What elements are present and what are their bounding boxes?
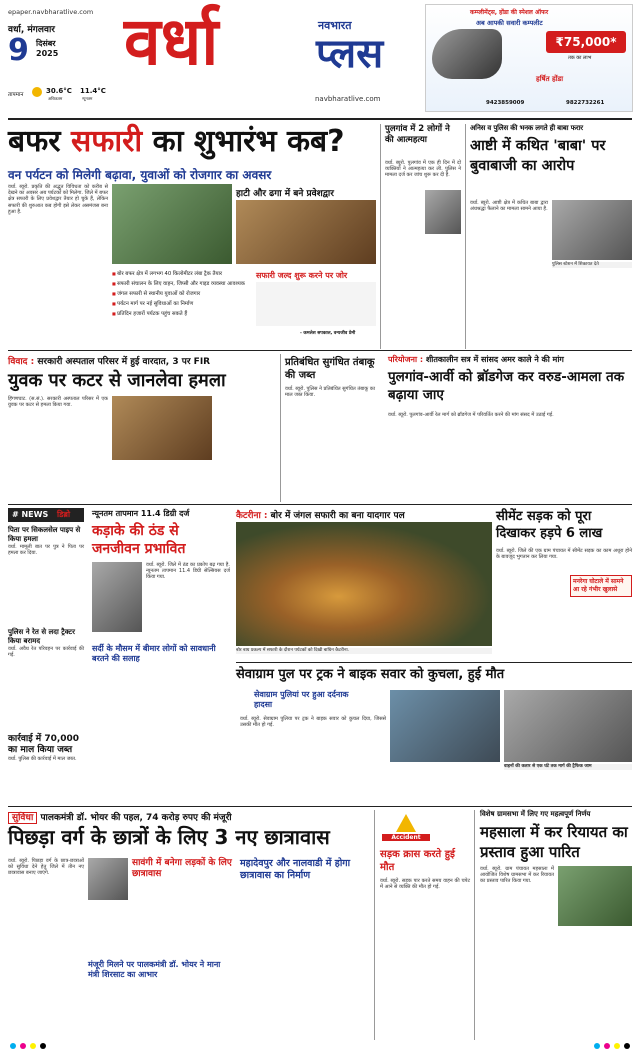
suvidha-sub2: मंजूरी मिलने पर पालकमंत्री डॉ. भोयर ने माना मंत्री शिरसाट का आभार	[88, 960, 221, 979]
ad-sub: अब आपकी सवारी कम्पलीट	[476, 19, 543, 27]
news-item-title: कार्रवाई में 70,000 का माल किया जब्त	[8, 734, 80, 755]
registration-mark	[30, 1043, 36, 1049]
registration-mark	[604, 1043, 610, 1049]
pulgaon-suicide-body: वर्धा. ब्यूरो. पुलगांव में एक ही दिन में दो व्यक्तियों ने आत्महत्या कर ली. पुलिस ने मामला दर्ज कर जांच शुरू कर दी है.	[385, 160, 461, 179]
accident-badge: Accident	[382, 834, 430, 841]
masthead	[0, 0, 640, 120]
viwad-body-cont	[112, 464, 212, 498]
viwad-label: विवाद :	[8, 357, 35, 367]
lead-bullet: ■ पर्यटन मार्ग पर नई सुविधाओं का निर्माण	[112, 300, 252, 308]
sevagram-photo-title: सेवाग्राम पुलियां पर हुआ दर्दनाक हादसा	[254, 690, 349, 709]
suvidha-kicker: पालकमंत्री डॉ. भोयर की पहल, 74 करोड़ रुपए की मंजूरी	[40, 813, 232, 823]
suvidha-body-cont3	[240, 896, 370, 1038]
temp-max-label: अधिकतम	[48, 96, 63, 101]
col-divider	[380, 124, 381, 349]
scooter-image	[432, 29, 502, 79]
col-divider	[374, 810, 375, 1040]
ad-price	[546, 31, 626, 53]
mahsala-body-cont	[558, 932, 632, 1038]
lead-title-a: बफर	[8, 124, 71, 159]
lead-bullet: ■ सफारी संचालन के लिए वाहन, जिप्सी और गाइड व्यवस्था आवश्यक	[112, 280, 252, 288]
accident-title: सड़क क्रास करते हुई मौत	[380, 849, 455, 873]
news-item	[8, 628, 84, 716]
suicide-photo	[425, 190, 461, 234]
minister-photo	[88, 858, 128, 900]
cement-quote: मनरेगा घोटाले में सामने आ रहे गंभीर खुलासे	[570, 575, 632, 597]
sevagram-caption: वाहनों की कतार से एक घंटे तक मार्ग की ट्रैफिक जाम	[504, 764, 632, 770]
lead-quote-author: - कमलेश सपकाल, वन्यजीव प्रेमी	[300, 331, 356, 336]
epaper-url[interactable]: epaper.navbharatlive.com	[8, 8, 94, 16]
suvidha-title: पिछड़ा वर्ग के छात्रों के लिए 3 नए छात्रावास	[8, 825, 330, 849]
accident-warning-icon	[396, 814, 416, 832]
cement-body: वर्धा. ब्यूरो. जिले की एक ग्राम पंचायत में सीमेंट सड़क का काम अधूरा होने के बावजूद भुगतान कर लिया गया.	[496, 548, 632, 561]
suvidha-body: वर्धा. ब्यूरो. पिछड़ा वर्ग के छात्र-छात्राओं को सुविधा देने हेतु जिले में तीन नए छात्रावास बनाए जाएंगे.	[8, 858, 84, 877]
pariyojana-title: पुलगांव-आर्वी को ब्रॉडगेज कर वरुड-आमला तक बढ़ाया जाए	[388, 369, 625, 403]
banned-title: प्रतिबंधित सुगंधित तंबाकू की जब्त	[285, 357, 375, 381]
masthead-rule	[8, 118, 632, 120]
sun-icon	[32, 87, 42, 97]
suvidha-body-cont	[88, 906, 234, 956]
date-number: 9	[8, 33, 29, 68]
section-rule	[236, 662, 632, 663]
ad-headline: कम्प्लीमेंट्स, होंडा की स्पेशल ऑफर	[470, 9, 549, 16]
col-divider	[474, 810, 475, 1040]
registration-mark	[40, 1043, 46, 1049]
news-item-title: पिता पर सिकलसेल पाइप से किया हमला	[8, 526, 81, 543]
lead-body-cont	[112, 312, 252, 342]
viwad-photo	[112, 396, 212, 460]
weather-label: तापमान	[8, 92, 24, 98]
lead-quote-text	[256, 282, 376, 326]
section-rule	[8, 350, 632, 351]
sevagram-body: वर्धा. ब्यूरो. सेवाग्राम पुलिया पर ट्रक ने बाइक सवार को कुचल दिया, जिससे उसकी मौत हो गई.	[240, 716, 386, 729]
sevagram-photo	[390, 690, 500, 762]
temp-max: 30.6°C	[46, 87, 72, 95]
section-rule	[8, 806, 632, 807]
news-item-body: वर्धा. मामूली बात पर पुत्र ने पिता पर हमला कर दिया.	[8, 544, 84, 557]
cold-photo	[92, 562, 142, 632]
mahsala-body: वर्धा. ब्यूरो. ग्राम पंचायत महसाला में आयोजित विशेष ग्रामसभा में कर रियायत का प्रस्ताव पारित किया गया.	[480, 866, 554, 885]
forest-gate-photo	[112, 184, 232, 264]
ad-phone2: 9822732261	[566, 100, 605, 106]
suvidha-label: सुविधा	[8, 812, 37, 824]
lead-title-b: सफारी	[70, 124, 143, 159]
news-tag-2: डिब्रो	[57, 510, 71, 519]
entry-gate-photo	[236, 200, 376, 264]
news-item	[8, 734, 84, 816]
ad-price-value: ₹75,000*	[555, 35, 617, 49]
registration-mark	[10, 1043, 16, 1049]
ashti-body: वर्धा. ब्यूरो. आष्टी क्षेत्र में कथित बाबा द्वारा अंधश्रद्धा फैलाने का मामला सामने आया है.	[470, 200, 548, 213]
date-month: दिसंबर	[36, 39, 56, 48]
news-tag-label: # NEWS	[12, 510, 49, 519]
news-item-body: वर्धा. अवैध रेत परिवहन पर कार्रवाई की गई.	[8, 646, 84, 659]
registration-mark	[614, 1043, 620, 1049]
pariyojana-label: परियोजना :	[388, 355, 424, 364]
sevagram-body-cont	[390, 770, 500, 800]
cold-title: कड़ाके की ठंड से जनजीवन प्रभावित	[92, 523, 186, 557]
temp-min: 11.4°C	[80, 87, 106, 95]
pulgaon-suicide-title: पुलगांव में 2 लोगों ने की आत्महत्या	[385, 124, 450, 145]
lead-quote-head: सफारी जल्द शुरू करने पर जोर	[256, 271, 348, 280]
katrina-head	[236, 508, 405, 521]
katrina-title: बोर में जंगल सफारी का बना यादगार पल	[270, 511, 405, 521]
registration-mark	[20, 1043, 26, 1049]
ad-price-note: तक का लाभ	[568, 55, 592, 61]
lead-bullet: ■ जंगल सफारी से स्थानीय युवाओं को रोजगार	[112, 290, 252, 298]
lead-title	[8, 124, 345, 160]
katrina-label: कैटरीना :	[236, 511, 268, 521]
brand-plus: प्लस	[316, 31, 384, 77]
banned-body: वर्धा. ब्यूरो. पुलिस ने प्रतिबंधित सुगंधित तंबाकू का माल जब्त किया.	[285, 386, 375, 399]
ashti-photo-caption: पुलिस स्टेशन में शिकायत देते	[552, 262, 632, 268]
pariyojana-body: वर्धा. ब्यूरो. पुलगांव-आर्वी रेल मार्ग को ब्रॉडगेज में परिवर्तित करने की मांग संसद में उठाई गई.	[388, 412, 554, 418]
viwad-kicker-line	[8, 354, 210, 367]
suvidha-body-cont2	[88, 986, 234, 1038]
tiger-photo	[236, 522, 492, 646]
news-item	[8, 526, 84, 604]
lead-bullet: ■ बोर बफर क्षेत्र में लगभग 40 किलोमीटर लंबा ट्रैक तैयार	[112, 270, 252, 278]
lead-title-c: का शुभारंभ कब?	[142, 124, 345, 159]
cold-kicker: न्यूनतम तापमान 11.4 डिग्री दर्ज	[92, 509, 190, 518]
registration-mark	[624, 1043, 630, 1049]
ashti-kicker: अनिस व पुलिस की भनक लगते ही बाबा फरार	[470, 124, 583, 132]
cold-body-cont	[92, 670, 230, 790]
viwad-kicker: सरकारी अस्पताल परिसर में हुई वारदात, 3 पर FIR	[37, 357, 211, 367]
brand-small: नवभारत	[318, 19, 352, 32]
cold-sub: सर्दी के मौसम में बीमार लोगों को सावधानी बरतने की सलाह	[92, 644, 216, 663]
viwad-body-cont2	[216, 396, 276, 498]
ad-phone1: 9423859009	[486, 100, 525, 106]
suvidha-sub3: महादेवपुर और नालवाडी में होगा छात्रावास का निर्माण	[240, 858, 351, 881]
pariyojana-kicker: शीतकालीन सत्र में सांसद अमर काले ने की मांग	[425, 355, 564, 364]
section-rule	[8, 504, 632, 505]
temp-min-label: न्यूनतम	[82, 96, 93, 101]
suvidha-sub1: सावंगी में बनेगा लड़कों के लिए छात्रावास	[132, 858, 232, 879]
ad-dealer: हर्षित होंडा	[536, 75, 564, 83]
registration-mark	[594, 1043, 600, 1049]
ashti-title: आष्टी में कथित 'बाबा' पर बुवाबाजी का आरोप	[470, 138, 606, 174]
mahsala-title: महसाला में कर रियायत का प्रस्ताव हुआ पारित	[480, 823, 628, 861]
suvidha-kicker-line	[8, 810, 232, 823]
news-item-title: पुलिस ने रेत से लदा ट्रैक्टर किया बरामद	[8, 628, 75, 645]
accident-body: वर्धा. ब्यूरो. सड़क पार करते समय वाहन की चपेट में आने से व्यक्ति की मौत हो गई.	[380, 878, 470, 891]
viwad-body: हिंगणघाट. (स.सं.). सरकारी अस्पताल परिसर में एक युवक पर कटर से हमला किया गया.	[8, 396, 108, 409]
sevagram-title: सेवाग्राम पुल पर ट्रक ने बाइक सवार को कुचला, हुई मौत	[236, 667, 505, 682]
site-url[interactable]: navbharatlive.com	[315, 95, 381, 103]
lead-body: वर्धा. ब्यूरो. प्रकृति की अद्भुत विविधता को करीब से देखने का अवसर अब पर्यटकों को मिलेगा. जिले में बफर क्षेत्र सफारी के लिए प्रवेशद्वार तैयार हो चुके हैं, लेकिन सफारी की शुरुआत कब होगी इसे लेकर असमंजस बना हुआ है.	[8, 184, 108, 215]
edition-day: वर्धा, मंगलवार	[8, 25, 55, 35]
cement-title: सीमेंट सड़क को पूरा दिखाकर हड़पे 6 लाख	[496, 509, 603, 541]
traffic-photo	[504, 690, 632, 762]
date-year: 2025	[36, 49, 59, 58]
katrina-caption: बोर बाघ प्रकल्प में सफारी के दौरान पर्यटकों को दिखी बाघिन कैटरीना.	[236, 648, 492, 654]
news-item-body: वर्धा. पुलिस की कार्रवाई में माल जब्त.	[8, 756, 77, 762]
mahsala-kicker: विशेष ग्रामसभा में लिए गए महत्वपूर्ण निर्णय	[480, 810, 591, 818]
cold-body: वर्धा. ब्यूरो. जिले में ठंड का प्रकोप बढ़ गया है. न्यूनतम तापमान 11.4 डिग्री सेल्सियस दर्ज किया गया.	[146, 562, 230, 581]
ashti-photo	[552, 200, 632, 260]
lead-bullet: ■ प्रतिदिन हजारों पर्यटक पहुंच सकते हैं	[112, 310, 252, 318]
brand-logo: वर्धा	[124, 3, 219, 80]
news-tag	[8, 508, 84, 522]
gram-sabha-photo	[558, 866, 632, 926]
lead-subtitle: वन पर्यटन को मिलेगी बढ़ावा, युवाओं को रोजगार का अवसर	[8, 168, 272, 182]
honda-ad[interactable]	[425, 4, 633, 112]
pariyojana-kicker-line	[388, 354, 564, 365]
viwad-title: युवक पर कटर से जानलेवा हमला	[8, 370, 226, 391]
col-divider	[280, 354, 281, 502]
lead-kicker: हाटी और ढगा में बने प्रवेशद्वार	[236, 189, 334, 199]
col-divider	[465, 124, 466, 349]
